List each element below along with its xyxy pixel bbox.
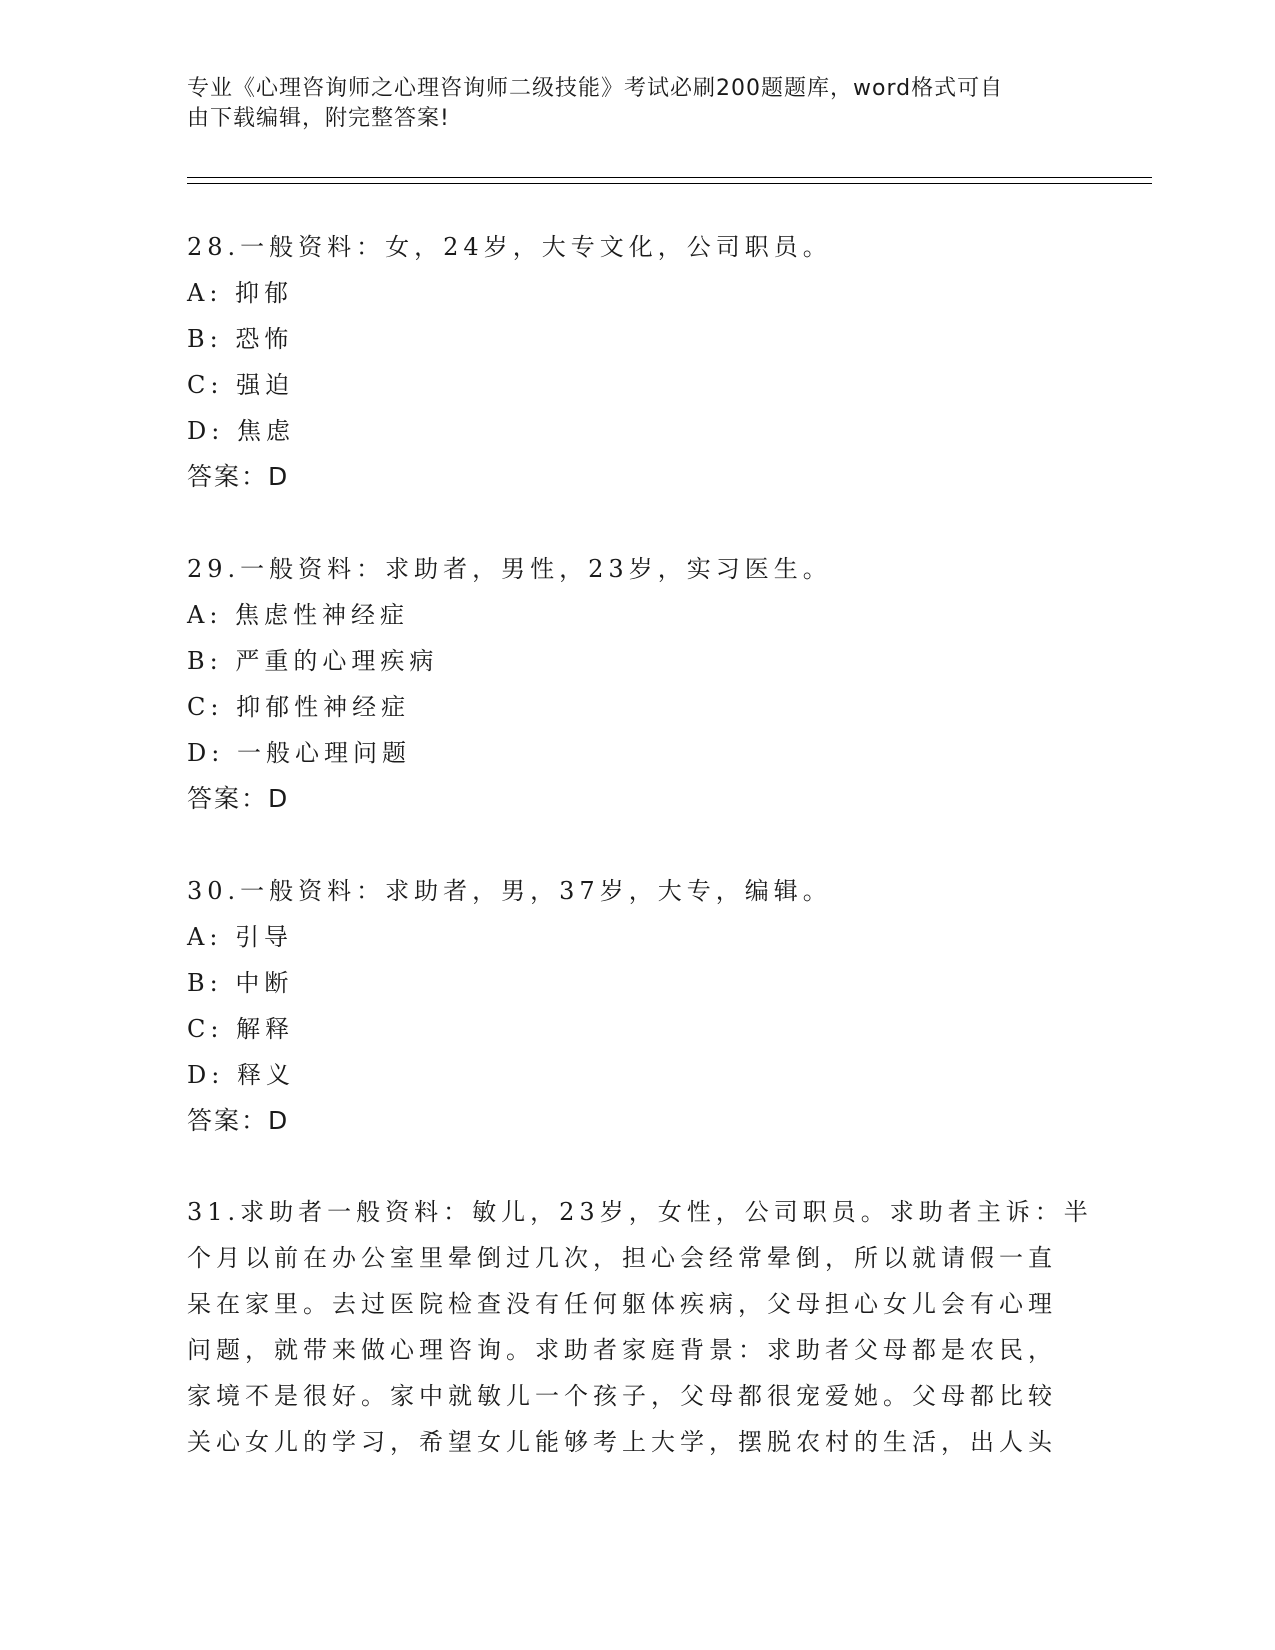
paragraph-line-3: 呆在家里。去过医院检查没有任何躯体疾病，父母担心女儿会有心理 [187,1290,1057,1318]
option-a: A: 抑郁 [187,279,294,307]
header-divider-top [187,177,1152,178]
header-line-1: 专业《心理咨询师之心理咨询师二级技能》考试必刷200题题库，word格式可自 [187,76,1004,101]
answer-line: 答案：D [187,1106,290,1135]
header-divider-bottom [187,183,1152,184]
option-a: A: 引导 [187,923,294,951]
question-31 [187,1189,1093,1465]
option-d: D: 焦虑 [187,417,295,445]
option-b: B: 中断 [187,969,294,997]
answer-line: 答案：D [187,462,290,491]
question-stem: 30.一般资料：求助者，男，37岁，大专，编辑。 [187,877,832,905]
question-30 [187,868,1087,1144]
option-d: D: 一般心理问题 [187,739,411,767]
option-c: C: 抑郁性神经症 [187,693,411,721]
paragraph-line-2: 个月以前在办公室里晕倒过几次，担心会经常晕倒，所以就请假一直 [187,1244,1057,1272]
question-29 [187,546,1087,822]
header-line-2: 由下载编辑，附完整答案! [187,106,450,131]
option-d: D: 释义 [187,1061,295,1089]
question-stem: 28.一般资料：女，24岁，大专文化，公司职员。 [187,233,832,261]
answer-line: 答案：D [187,784,290,813]
option-c: C: 强迫 [187,371,295,399]
document-header [187,74,1067,134]
option-b: B: 恐怖 [187,325,294,353]
question-stem: 29.一般资料：求助者，男性，23岁，实习医生。 [187,555,832,583]
paragraph-line-4: 问题，就带来做心理咨询。求助者家庭背景：求助者父母都是农民， [187,1336,1057,1364]
paragraph-line-5: 家境不是很好。家中就敏儿一个孩子，父母都很宠爱她。父母都比较 [187,1382,1057,1410]
option-c: C: 解释 [187,1015,295,1043]
paragraph-line-1: 31.求助者一般资料：敏儿，23岁，女性，公司职员。求助者主诉：半 [187,1198,1093,1226]
option-a: A: 焦虑性神经症 [187,601,410,629]
paragraph-line-6: 关心女儿的学习，希望女儿能够考上大学，摆脱农村的生活，出人头 [187,1428,1057,1456]
question-28 [187,224,1087,500]
option-b: B: 严重的心理疾病 [187,647,439,675]
